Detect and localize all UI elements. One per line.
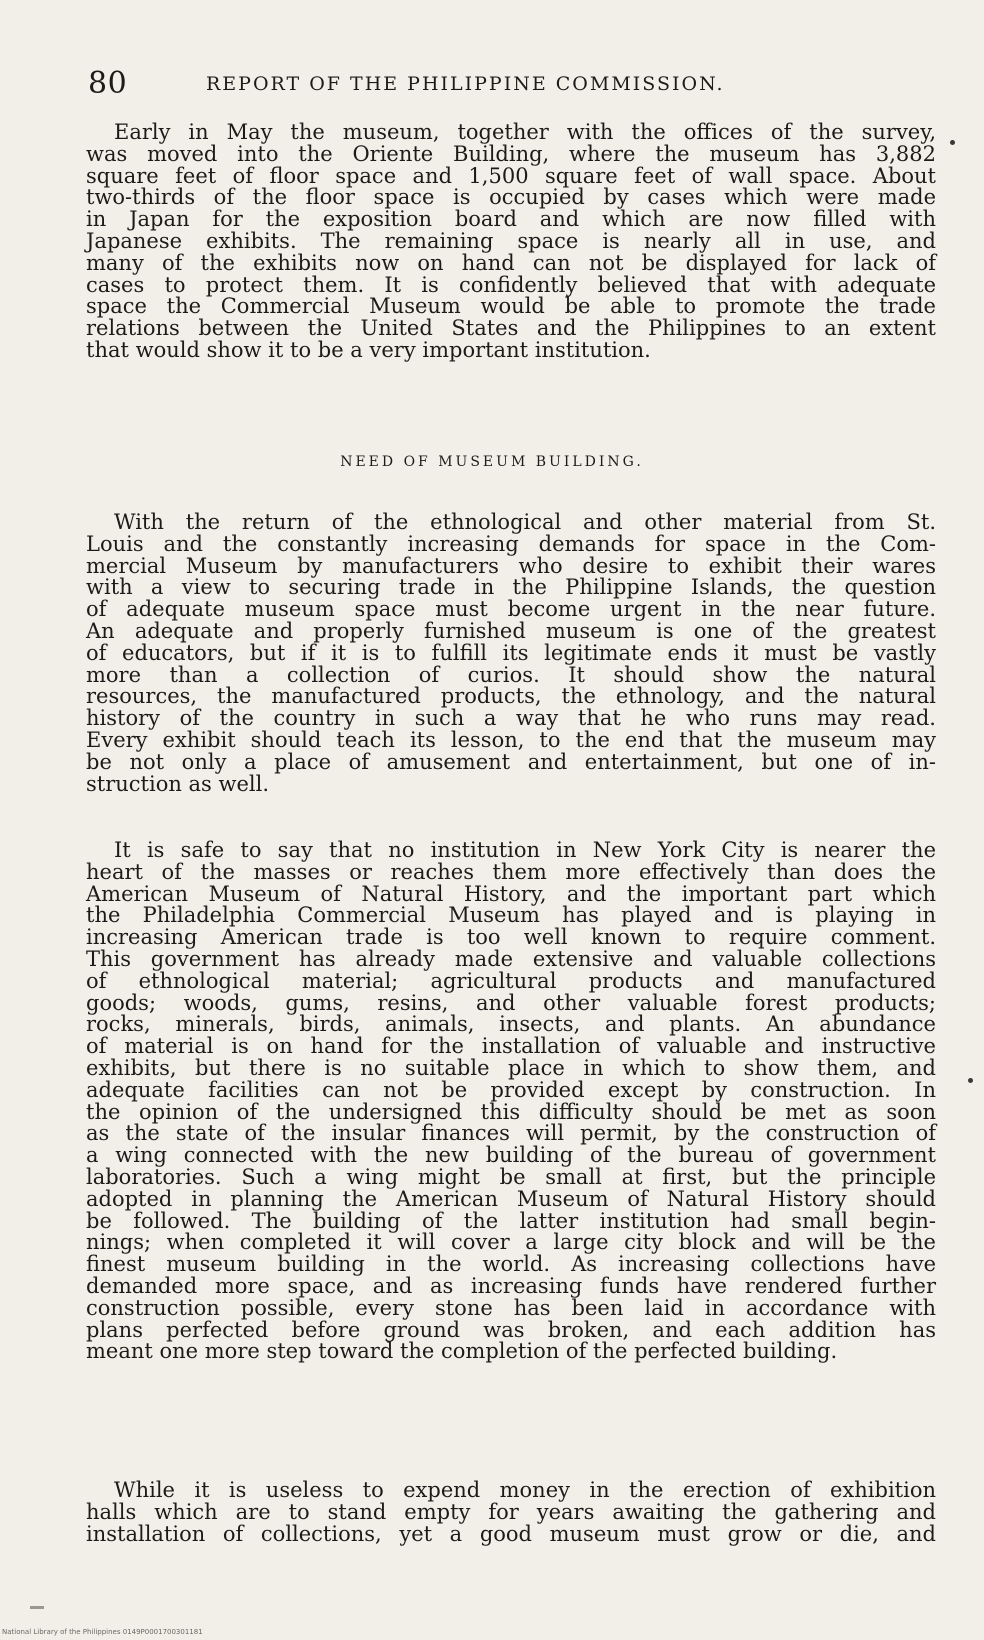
text-line: Every exhibit should teach its lesson, to the end that the museum may <box>86 727 936 752</box>
text-line: plans perfected before ground was broken, and each addition has <box>86 1317 936 1342</box>
ink-speck <box>968 1078 973 1083</box>
text-line: of educators, but if it is to fulfill its legitimate ends it must be vastly <box>86 640 936 665</box>
text-line: American Museum of Natural History, and the important part which <box>86 881 936 906</box>
text-line: space the Commercial Museum would be able to promote the trade <box>86 294 936 319</box>
text-line: in Japan for the exposition board and which are now filled with <box>86 207 936 232</box>
scan-mark <box>30 1606 44 1609</box>
paragraph-1 <box>86 122 936 362</box>
text-line: mercial Museum by manufacturers who desire to exhibit their wares <box>86 553 936 578</box>
text-line: more than a collection of curios. It should show the natural <box>86 662 936 687</box>
text-line: with a view to securing trade in the Philippine Islands, the question <box>86 575 936 600</box>
paragraph-4 <box>86 1480 936 1545</box>
text-line: goods; woods, gums, resins, and other valuable forest products; <box>86 990 936 1015</box>
text-line: cases to protect them. It is confidently believed that with adequate <box>86 272 936 297</box>
text-line: demanded more space, and as increasing funds have rendered further <box>86 1273 936 1298</box>
text-line: exhibits, but there is no suitable place in which to show them, and <box>86 1055 936 1080</box>
text-line: adopted in planning the American Museum of Natural History should <box>86 1186 936 1211</box>
page-header <box>88 64 938 104</box>
text-line: square feet of floor space and 1,500 square feet of wall space. About <box>86 163 936 188</box>
paragraph-2 <box>86 512 936 795</box>
text-line: that would show it to be a very important institution. <box>86 337 651 362</box>
text-line: Early in May the museum, together with the offices of the survey, <box>114 120 936 144</box>
text-line: laboratories. Such a wing might be small at first, but the principle <box>86 1164 936 1189</box>
text-line: be followed. The building of the latter institution had small begin- <box>86 1208 936 1233</box>
text-line: rocks, minerals, birds, animals, insects, and plants. An abundance <box>86 1012 936 1037</box>
scan-credit: National Library of the Philippines 0149P0001700301181 <box>2 1628 203 1636</box>
text-line: history of the country in such a way that he who runs may read. <box>86 706 936 731</box>
text-line: construction possible, every stone has been laid in accordance with <box>86 1295 936 1320</box>
text-line: struction as well. <box>86 771 270 796</box>
text-line: a wing connected with the new building of the bureau of government <box>86 1143 936 1168</box>
text-line: It is safe to say that no institution in New York City is nearer the <box>114 838 936 862</box>
text-line: With the return of the ethnological and other material from St. <box>114 510 936 534</box>
text-line: adequate facilities can not be provided except by construction. In <box>86 1077 936 1102</box>
text-line: installation of collections, yet a good museum must grow or die, and <box>86 1521 936 1546</box>
page-number: 80 <box>88 66 128 101</box>
text-line: finest museum building in the world. As increasing collections have <box>86 1252 936 1277</box>
text-line: of material is on hand for the installation of valuable and instructive <box>86 1034 936 1059</box>
text-line: of ethnological material; agricultural products and manufactured <box>86 968 936 993</box>
text-line: nings; when completed it will cover a large city block and will be the <box>86 1230 936 1255</box>
text-line: the opinion of the undersigned this difficulty should be met as soon <box>86 1099 936 1124</box>
text-line: relations between the United States and the Philippines to an extent <box>86 316 936 341</box>
text-line: the Philadelphia Commercial Museum has played and is playing in <box>86 903 936 928</box>
text-line: of adequate museum space must become urgent in the near future. <box>86 597 936 622</box>
text-line: Louis and the constantly increasing demands for space in the Com- <box>86 531 936 556</box>
section-heading: NEED OF MUSEUM BUILDING. <box>340 454 644 470</box>
text-line: increasing American trade is too well known to require comment. <box>86 925 936 950</box>
text-line: meant one more step toward the completion of the perfected building. <box>86 1339 838 1364</box>
text-line: heart of the masses or reaches them more effectively than does the <box>86 859 936 884</box>
text-line: many of the exhibits now on hand can not be displayed for lack of <box>86 250 936 275</box>
text-line: as the state of the insular finances will permit, by the construction of <box>86 1121 936 1146</box>
text-line: While it is useless to expend money in the erection of exhibition <box>114 1478 936 1502</box>
text-line: be not only a place of amusement and entertainment, but one of in- <box>86 749 936 774</box>
text-line: was moved into the Oriente Building, where the museum has 3,882 <box>86 141 936 166</box>
text-line: Japanese exhibits. The remaining space is nearly all in use, and <box>86 228 936 253</box>
text-line: An adequate and properly furnished museum is one of the greatest <box>86 618 936 643</box>
text-line: resources, the manufactured products, the ethnology, and the natural <box>86 684 936 709</box>
ink-speck <box>950 140 955 145</box>
running-head: REPORT OF THE PHILIPPINE COMMISSION. <box>206 73 725 95</box>
text-line: halls which are to stand empty for years awaiting the gathering and <box>86 1499 936 1524</box>
text-line: This government has already made extensive and valuable collections <box>86 946 936 971</box>
text-line: two-thirds of the floor space is occupied by cases which were made <box>86 185 936 210</box>
paragraph-3 <box>86 840 936 1363</box>
